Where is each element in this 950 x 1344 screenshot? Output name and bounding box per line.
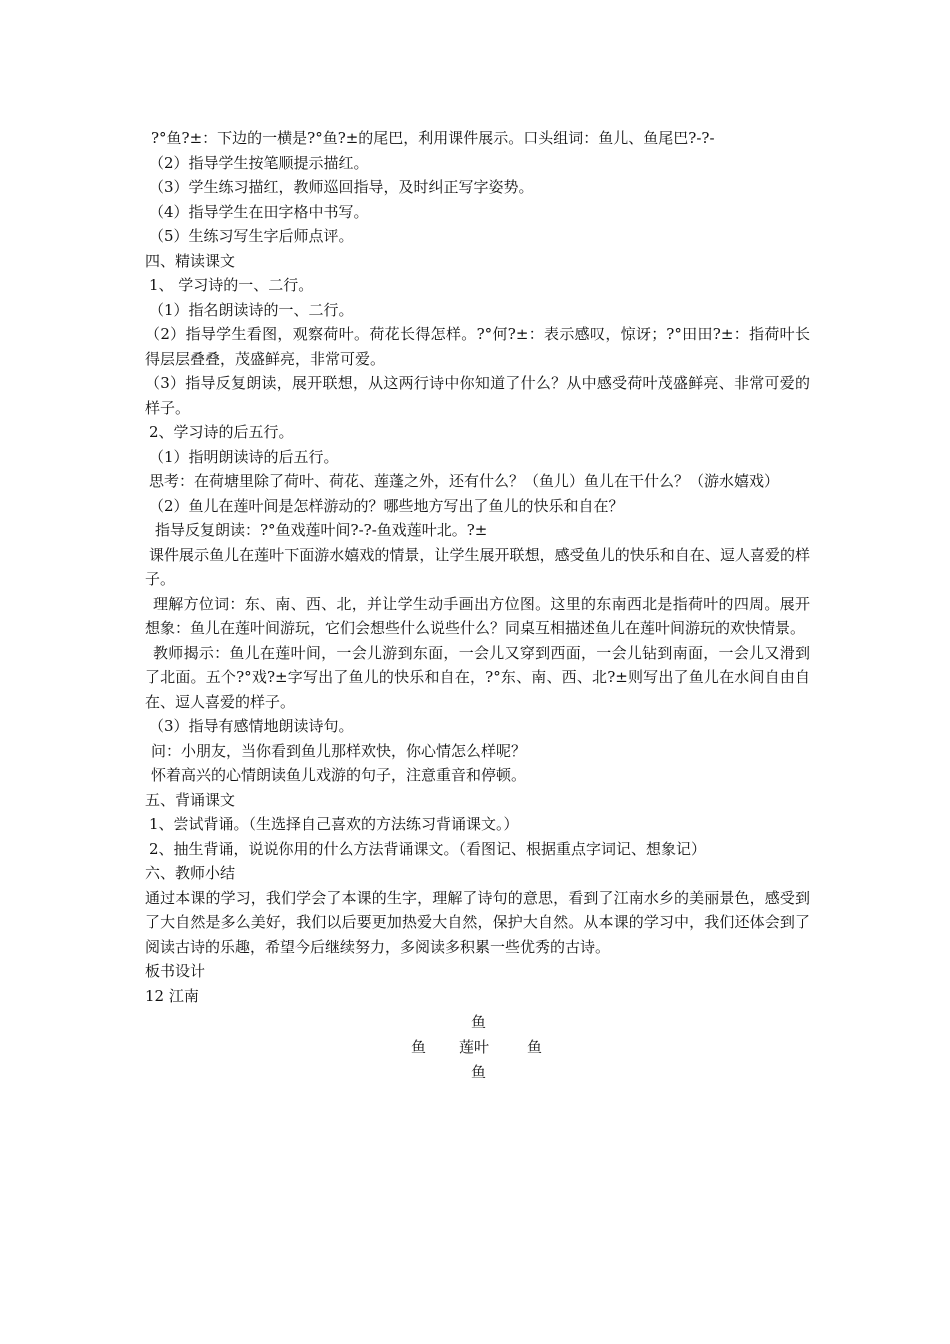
text-line: 六、教师小结 bbox=[145, 864, 236, 882]
text-line: 问：小朋友，当你看到鱼儿那样欢快，你心情怎么样呢？ bbox=[151, 741, 527, 760]
text-line: 通过本课的学习，我们学会了本课的生字，理解了诗句的意思，看到了江南水乡的美丽景色，感受到了大自然是多么美好，我们以后要更加热爱大自然，保护大自然。从本课的学习中，我们还体会到了阅读古诗的乐趣，希望今后继续努力，多阅读多积累一些优秀的古诗。 bbox=[145, 888, 810, 956]
text-line: 理解方位词：东、南、西、北，并让学生动手画出方位图。这里的东南西北是指荷叶的四周。展开想象：鱼儿在莲叶间游玩，它们会想些什么说些什么？同桌互相描述鱼儿在莲叶间游玩的欢快情景。 bbox=[145, 594, 810, 637]
board-fish-bottom: 鱼 bbox=[471, 1063, 487, 1081]
board-fish-right: 鱼 bbox=[527, 1038, 543, 1056]
text-line: （2）鱼儿在莲叶间是怎样游动的？哪些地方写出了鱼儿的快乐和自在？ bbox=[149, 496, 624, 515]
text-line: （2）指导学生按笔顺提示描红。 bbox=[149, 153, 369, 172]
text-line: 五、背诵课文 bbox=[145, 790, 236, 809]
text-line: 四、精读课文 bbox=[145, 251, 236, 270]
text-line: 1、尝试背诵。（生选择自己喜欢的方法练习背诵课文。） bbox=[149, 815, 519, 833]
text-line: （1）指明朗读诗的后五行。 bbox=[149, 447, 339, 466]
text-line: （3）学生练习描红，教师巡回指导，及时纠正写字姿势。 bbox=[149, 178, 534, 196]
text-line: 12 江南 bbox=[145, 986, 199, 1005]
text-line: 指导反复朗读：?°鱼戏莲叶间?-?-鱼戏莲叶北。?± bbox=[155, 521, 488, 539]
text-line: 2、抽生背诵，说说你用的什么方法背诵课文。（看图记、根据重点字词记、想象记） bbox=[149, 839, 707, 858]
text-line: （2）指导学生看图，观察荷叶。荷花长得怎样。?°何?±：表示感叹，惊讶；?°田田?±：指荷叶长得层层叠叠，茂盛鲜亮，非常可爱。 bbox=[145, 325, 810, 368]
document-body bbox=[145, 126, 810, 1008]
text-line: 思考：在荷塘里除了荷叶、荷花、莲蓬之外，还有什么？（鱼儿）鱼儿在干什么？（游水嬉戏） bbox=[149, 472, 780, 490]
board-fish-left: 鱼 bbox=[411, 1038, 427, 1056]
text-line: 怀着高兴的心情朗读鱼儿戏游的句子，注意重音和停顿。 bbox=[151, 766, 527, 784]
board-fish-top: 鱼 bbox=[471, 1013, 487, 1031]
text-line: （4）指导学生在田字格中书写。 bbox=[149, 202, 369, 221]
text-line: （1）指名朗读诗的一、二行。 bbox=[149, 300, 354, 319]
text-line: （3）指导反复朗读，展开联想，从这两行诗中你知道了什么？从中感受荷叶茂盛鲜亮、非常可爱的样子。 bbox=[145, 374, 810, 417]
blackboard-design bbox=[145, 1010, 810, 1090]
board-lotus-leaf: 莲叶 bbox=[459, 1038, 490, 1056]
text-line: ?°鱼?±：下边的一横是?°鱼?±的尾巴，利用课件展示。口头组词：鱼儿、鱼尾巴?-?- bbox=[151, 129, 715, 147]
text-line: 教师揭示：鱼儿在莲叶间，一会儿游到东面，一会儿又穿到西面，一会儿钻到南面，一会儿又滑到了北面。五个?°戏?±字写出了鱼儿的快乐和自在，?°东、南、西、北?±则写出了鱼儿在水间自由自在、逗人喜爱的样子。 bbox=[145, 643, 810, 711]
text-line: 课件展示鱼儿在莲叶下面游水嬉戏的情景，让学生展开联想，感受鱼儿的快乐和自在、逗人喜爱的样子。 bbox=[145, 545, 810, 588]
text-line: （5）生练习写生字后师点评。 bbox=[149, 227, 354, 245]
text-line: 2、学习诗的后五行。 bbox=[149, 423, 294, 441]
text-line: 板书设计 bbox=[145, 962, 206, 980]
text-line: 1、 学习诗的一、二行。 bbox=[149, 276, 314, 294]
text-line: （3）指导有感情地朗读诗句。 bbox=[149, 717, 354, 735]
document-page bbox=[145, 126, 810, 1090]
